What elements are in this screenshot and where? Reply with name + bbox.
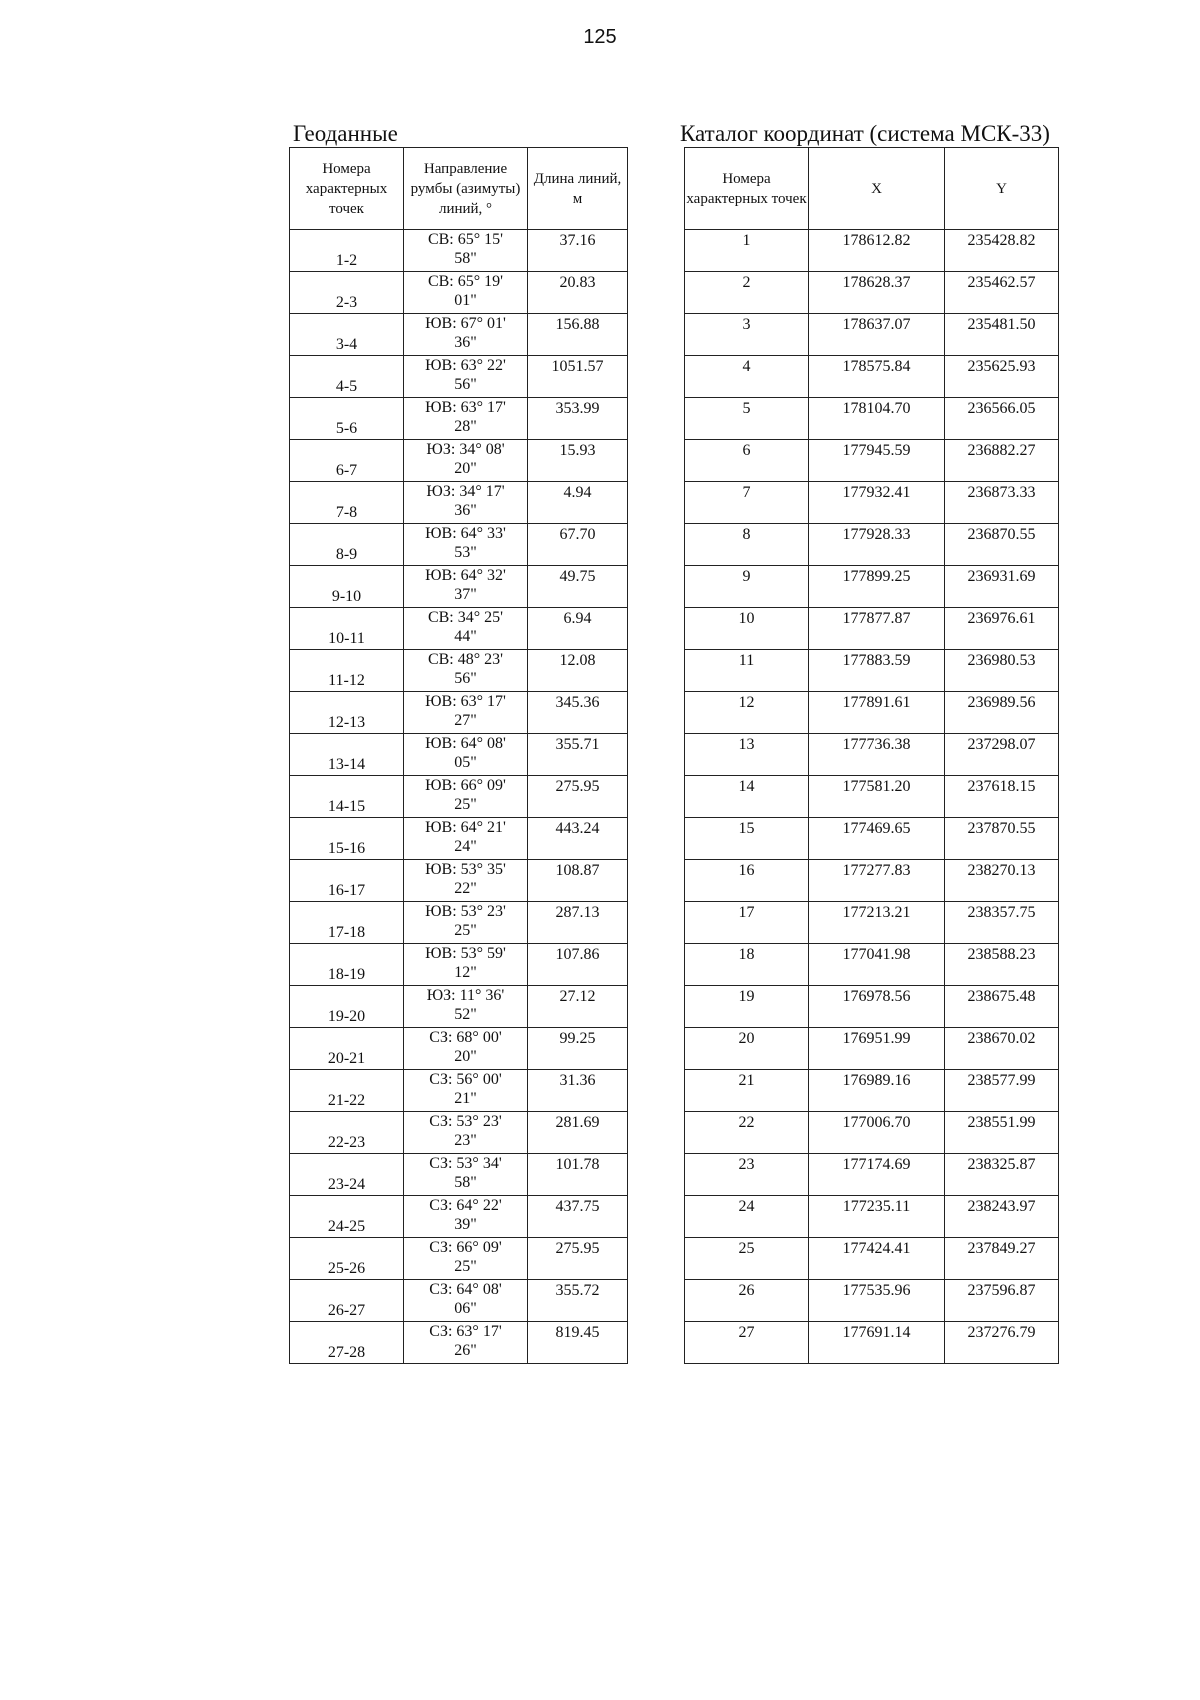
catalog-y-cell: 238357.75 bbox=[945, 902, 1059, 944]
direction-seconds: 20" bbox=[454, 460, 477, 477]
catalog-point-number-cell: 7 bbox=[685, 482, 809, 524]
catalog-x-cell: 177691.14 bbox=[809, 1322, 945, 1364]
geodata-header-length: Длина линий, м bbox=[528, 148, 628, 230]
table-row bbox=[685, 902, 1059, 944]
direction-bearing: ЮВ: 64° 33' bbox=[425, 525, 506, 542]
geodata-points-cell: 16-17 bbox=[290, 860, 404, 902]
catalog-y-cell: 235625.93 bbox=[945, 356, 1059, 398]
table-row bbox=[290, 986, 628, 1028]
geodata-direction-cell bbox=[404, 734, 528, 776]
table-row bbox=[685, 818, 1059, 860]
geodata-points-cell: 23-24 bbox=[290, 1154, 404, 1196]
direction-seconds: 20" bbox=[454, 1048, 477, 1065]
table-row bbox=[685, 1280, 1059, 1322]
page-number: 125 bbox=[583, 26, 617, 48]
geodata-direction-cell bbox=[404, 272, 528, 314]
geodata-header-direction: Направление румбы (азимуты) линий, ° bbox=[404, 148, 528, 230]
catalog-point-number-cell: 11 bbox=[685, 650, 809, 692]
geodata-length-cell: 67.70 bbox=[528, 524, 628, 566]
table-row bbox=[685, 482, 1059, 524]
catalog-x-cell: 177213.21 bbox=[809, 902, 945, 944]
geodata-direction-cell bbox=[404, 524, 528, 566]
catalog-y-cell: 237849.27 bbox=[945, 1238, 1059, 1280]
catalog-header-points: Номера характерных точек bbox=[685, 148, 809, 230]
geodata-length-cell: 20.83 bbox=[528, 272, 628, 314]
direction-seconds: 25" bbox=[454, 1258, 477, 1275]
direction-seconds: 36" bbox=[454, 502, 477, 519]
geodata-points-cell: 13-14 bbox=[290, 734, 404, 776]
geodata-direction-cell bbox=[404, 398, 528, 440]
catalog-y-cell: 235462.57 bbox=[945, 272, 1059, 314]
catalog-y-cell: 237618.15 bbox=[945, 776, 1059, 818]
geodata-points-cell: 5-6 bbox=[290, 398, 404, 440]
catalog-point-number-cell: 23 bbox=[685, 1154, 809, 1196]
geodata-length-cell: 99.25 bbox=[528, 1028, 628, 1070]
geodata-caption: Геоданные bbox=[293, 121, 398, 146]
table-row bbox=[290, 440, 628, 482]
table-row bbox=[685, 608, 1059, 650]
direction-bearing: ЮВ: 53° 23' bbox=[425, 903, 506, 920]
catalog-y-cell: 236931.69 bbox=[945, 566, 1059, 608]
catalog-point-number-cell: 13 bbox=[685, 734, 809, 776]
catalog-y-cell: 238270.13 bbox=[945, 860, 1059, 902]
direction-seconds: 28" bbox=[454, 418, 477, 435]
direction-seconds: 56" bbox=[454, 670, 477, 687]
catalog-x-cell: 177174.69 bbox=[809, 1154, 945, 1196]
geodata-direction-cell bbox=[404, 1028, 528, 1070]
catalog-x-cell: 178612.82 bbox=[809, 230, 945, 272]
direction-bearing: СВ: 48° 23' bbox=[427, 651, 504, 668]
catalog-point-number-cell: 4 bbox=[685, 356, 809, 398]
table-row bbox=[290, 608, 628, 650]
table-row bbox=[290, 1196, 628, 1238]
geodata-length-cell: 281.69 bbox=[528, 1112, 628, 1154]
catalog-point-number-cell: 1 bbox=[685, 230, 809, 272]
direction-bearing: ЮВ: 66° 09' bbox=[425, 777, 506, 794]
table-row bbox=[685, 1196, 1059, 1238]
table-row bbox=[290, 356, 628, 398]
direction-bearing: ЮВ: 67° 01' bbox=[425, 315, 506, 332]
geodata-direction-cell bbox=[404, 1280, 528, 1322]
table-row bbox=[685, 734, 1059, 776]
geodata-points-cell: 27-28 bbox=[290, 1322, 404, 1364]
direction-seconds: 22" bbox=[454, 880, 477, 897]
table-row bbox=[685, 776, 1059, 818]
geodata-direction-cell bbox=[404, 608, 528, 650]
catalog-point-number-cell: 2 bbox=[685, 272, 809, 314]
direction-seconds: 36" bbox=[454, 334, 477, 351]
table-row bbox=[685, 1070, 1059, 1112]
catalog-x-cell: 177041.98 bbox=[809, 944, 945, 986]
geodata-length-cell: 27.12 bbox=[528, 986, 628, 1028]
catalog-x-cell: 177006.70 bbox=[809, 1112, 945, 1154]
catalog-y-cell: 238588.23 bbox=[945, 944, 1059, 986]
geodata-direction-cell bbox=[404, 566, 528, 608]
table-row bbox=[290, 314, 628, 356]
geodata-length-cell: 4.94 bbox=[528, 482, 628, 524]
table-row bbox=[290, 776, 628, 818]
direction-bearing: ЮВ: 53° 59' bbox=[425, 945, 506, 962]
catalog-point-number-cell: 17 bbox=[685, 902, 809, 944]
direction-seconds: 56" bbox=[454, 376, 477, 393]
geodata-direction-cell bbox=[404, 902, 528, 944]
geodata-length-cell: 437.75 bbox=[528, 1196, 628, 1238]
catalog-y-cell: 238675.48 bbox=[945, 986, 1059, 1028]
direction-bearing: СЗ: 66° 09' bbox=[429, 1239, 502, 1256]
catalog-x-cell: 177877.87 bbox=[809, 608, 945, 650]
geodata-points-cell: 11-12 bbox=[290, 650, 404, 692]
geodata-length-cell: 107.86 bbox=[528, 944, 628, 986]
table-row bbox=[685, 860, 1059, 902]
table-row bbox=[290, 482, 628, 524]
geodata-direction-cell bbox=[404, 776, 528, 818]
catalog-point-number-cell: 14 bbox=[685, 776, 809, 818]
table-row bbox=[290, 650, 628, 692]
catalog-point-number-cell: 19 bbox=[685, 986, 809, 1028]
geodata-length-cell: 355.72 bbox=[528, 1280, 628, 1322]
geodata-points-cell: 24-25 bbox=[290, 1196, 404, 1238]
geodata-points-cell: 19-20 bbox=[290, 986, 404, 1028]
geodata-points-cell: 3-4 bbox=[290, 314, 404, 356]
catalog-y-cell: 236882.27 bbox=[945, 440, 1059, 482]
table-row bbox=[685, 356, 1059, 398]
geodata-direction-cell bbox=[404, 944, 528, 986]
table-row bbox=[290, 734, 628, 776]
table-row bbox=[685, 944, 1059, 986]
table-row bbox=[685, 524, 1059, 566]
direction-bearing: ЮЗ: 34° 08' bbox=[426, 441, 505, 458]
geodata-points-cell: 26-27 bbox=[290, 1280, 404, 1322]
catalog-point-number-cell: 16 bbox=[685, 860, 809, 902]
geodata-points-cell: 14-15 bbox=[290, 776, 404, 818]
table-row bbox=[685, 230, 1059, 272]
catalog-x-cell: 177932.41 bbox=[809, 482, 945, 524]
table-row bbox=[290, 398, 628, 440]
catalog-x-cell: 177883.59 bbox=[809, 650, 945, 692]
table-row bbox=[290, 230, 628, 272]
geodata-header-points: Номера характерных точек bbox=[290, 148, 404, 230]
catalog-y-cell: 235481.50 bbox=[945, 314, 1059, 356]
table-row bbox=[685, 1238, 1059, 1280]
catalog-point-number-cell: 21 bbox=[685, 1070, 809, 1112]
table-row bbox=[290, 272, 628, 314]
table-row bbox=[290, 1070, 628, 1112]
geodata-length-cell: 1051.57 bbox=[528, 356, 628, 398]
catalog-y-cell: 236980.53 bbox=[945, 650, 1059, 692]
table-row bbox=[290, 860, 628, 902]
geodata-length-cell: 101.78 bbox=[528, 1154, 628, 1196]
geodata-points-cell: 4-5 bbox=[290, 356, 404, 398]
geodata-table-body bbox=[290, 230, 628, 1364]
catalog-point-number-cell: 25 bbox=[685, 1238, 809, 1280]
table-row bbox=[290, 1112, 628, 1154]
direction-bearing: ЮВ: 64° 21' bbox=[425, 819, 506, 836]
catalog-y-cell: 235428.82 bbox=[945, 230, 1059, 272]
catalog-point-number-cell: 22 bbox=[685, 1112, 809, 1154]
catalog-table bbox=[684, 147, 1059, 1364]
table-row bbox=[290, 1028, 628, 1070]
geodata-direction-cell bbox=[404, 692, 528, 734]
catalog-point-number-cell: 5 bbox=[685, 398, 809, 440]
catalog-y-cell: 238670.02 bbox=[945, 1028, 1059, 1070]
geodata-points-cell: 10-11 bbox=[290, 608, 404, 650]
geodata-points-cell: 12-13 bbox=[290, 692, 404, 734]
geodata-direction-cell bbox=[404, 314, 528, 356]
catalog-y-cell: 237276.79 bbox=[945, 1322, 1059, 1364]
direction-seconds: 58" bbox=[454, 1174, 477, 1191]
table-row bbox=[685, 566, 1059, 608]
catalog-point-number-cell: 6 bbox=[685, 440, 809, 482]
geodata-direction-cell bbox=[404, 1238, 528, 1280]
table-row bbox=[685, 986, 1059, 1028]
direction-seconds: 52" bbox=[454, 1006, 477, 1023]
table-row bbox=[685, 1154, 1059, 1196]
geodata-points-cell: 2-3 bbox=[290, 272, 404, 314]
geodata-points-cell: 17-18 bbox=[290, 902, 404, 944]
geodata-length-cell: 355.71 bbox=[528, 734, 628, 776]
direction-bearing: ЮВ: 63° 17' bbox=[425, 693, 506, 710]
geodata-length-cell: 108.87 bbox=[528, 860, 628, 902]
direction-seconds: 23" bbox=[454, 1132, 477, 1149]
catalog-y-cell: 236870.55 bbox=[945, 524, 1059, 566]
catalog-x-cell: 177581.20 bbox=[809, 776, 945, 818]
direction-seconds: 39" bbox=[454, 1216, 477, 1233]
table-row bbox=[290, 1154, 628, 1196]
geodata-length-cell: 37.16 bbox=[528, 230, 628, 272]
catalog-y-cell: 238243.97 bbox=[945, 1196, 1059, 1238]
catalog-point-number-cell: 18 bbox=[685, 944, 809, 986]
geodata-direction-cell bbox=[404, 230, 528, 272]
table-row bbox=[685, 1112, 1059, 1154]
geodata-length-cell: 353.99 bbox=[528, 398, 628, 440]
direction-bearing: ЮВ: 64° 32' bbox=[425, 567, 506, 584]
catalog-y-cell: 236976.61 bbox=[945, 608, 1059, 650]
direction-bearing: ЮВ: 53° 35' bbox=[425, 861, 506, 878]
catalog-x-cell: 177736.38 bbox=[809, 734, 945, 776]
table-row bbox=[685, 1028, 1059, 1070]
catalog-y-cell: 238551.99 bbox=[945, 1112, 1059, 1154]
geodata-points-cell: 20-21 bbox=[290, 1028, 404, 1070]
direction-seconds: 58" bbox=[454, 250, 477, 267]
direction-bearing: СВ: 65° 19' bbox=[427, 273, 504, 290]
catalog-point-number-cell: 8 bbox=[685, 524, 809, 566]
geodata-length-cell: 49.75 bbox=[528, 566, 628, 608]
direction-bearing: СЗ: 63° 17' bbox=[429, 1323, 502, 1340]
catalog-x-cell: 178575.84 bbox=[809, 356, 945, 398]
direction-seconds: 44" bbox=[454, 628, 477, 645]
table-row bbox=[685, 1322, 1059, 1364]
direction-bearing: СЗ: 53° 34' bbox=[429, 1155, 502, 1172]
catalog-caption: Каталог координат (система МСК-33) bbox=[680, 121, 1050, 146]
geodata-length-cell: 275.95 bbox=[528, 1238, 628, 1280]
geodata-length-cell: 156.88 bbox=[528, 314, 628, 356]
catalog-x-cell: 177899.25 bbox=[809, 566, 945, 608]
direction-bearing: СЗ: 56° 00' bbox=[429, 1071, 502, 1088]
table-row bbox=[290, 1238, 628, 1280]
geodata-direction-cell bbox=[404, 482, 528, 524]
geodata-direction-cell bbox=[404, 818, 528, 860]
catalog-x-cell: 177945.59 bbox=[809, 440, 945, 482]
geodata-direction-cell bbox=[404, 1154, 528, 1196]
catalog-point-number-cell: 12 bbox=[685, 692, 809, 734]
geodata-points-cell: 18-19 bbox=[290, 944, 404, 986]
geodata-header-row bbox=[290, 148, 628, 230]
geodata-direction-cell bbox=[404, 356, 528, 398]
geodata-length-cell: 443.24 bbox=[528, 818, 628, 860]
geodata-direction-cell bbox=[404, 650, 528, 692]
geodata-direction-cell bbox=[404, 986, 528, 1028]
geodata-direction-cell bbox=[404, 860, 528, 902]
geodata-points-cell: 7-8 bbox=[290, 482, 404, 524]
geodata-direction-cell bbox=[404, 1070, 528, 1112]
direction-bearing: ЮЗ: 34° 17' bbox=[426, 483, 505, 500]
direction-bearing: СЗ: 68° 00' bbox=[429, 1029, 502, 1046]
catalog-y-cell: 236989.56 bbox=[945, 692, 1059, 734]
catalog-point-number-cell: 26 bbox=[685, 1280, 809, 1322]
direction-bearing: ЮВ: 63° 17' bbox=[425, 399, 506, 416]
direction-bearing: СЗ: 64° 08' bbox=[429, 1281, 502, 1298]
catalog-y-cell: 237298.07 bbox=[945, 734, 1059, 776]
direction-seconds: 53" bbox=[454, 544, 477, 561]
geodata-length-cell: 275.95 bbox=[528, 776, 628, 818]
geodata-points-cell: 25-26 bbox=[290, 1238, 404, 1280]
direction-seconds: 24" bbox=[454, 838, 477, 855]
catalog-y-cell: 238577.99 bbox=[945, 1070, 1059, 1112]
geodata-points-cell: 15-16 bbox=[290, 818, 404, 860]
table-row bbox=[685, 272, 1059, 314]
direction-bearing: СЗ: 64° 22' bbox=[429, 1197, 502, 1214]
table-row bbox=[290, 944, 628, 986]
geodata-direction-cell bbox=[404, 1196, 528, 1238]
direction-seconds: 01" bbox=[454, 292, 477, 309]
table-row bbox=[685, 440, 1059, 482]
catalog-x-cell: 178628.37 bbox=[809, 272, 945, 314]
catalog-x-cell: 176989.16 bbox=[809, 1070, 945, 1112]
catalog-header-y: Y bbox=[945, 148, 1059, 230]
direction-bearing: ЮВ: 63° 22' bbox=[425, 357, 506, 374]
direction-seconds: 05" bbox=[454, 754, 477, 771]
catalog-point-number-cell: 27 bbox=[685, 1322, 809, 1364]
catalog-x-cell: 178637.07 bbox=[809, 314, 945, 356]
geodata-direction-cell bbox=[404, 1112, 528, 1154]
table-row bbox=[290, 818, 628, 860]
catalog-x-cell: 177235.11 bbox=[809, 1196, 945, 1238]
geodata-length-cell: 819.45 bbox=[528, 1322, 628, 1364]
direction-bearing: СВ: 65° 15' bbox=[427, 231, 504, 248]
geodata-direction-cell bbox=[404, 440, 528, 482]
catalog-x-cell: 177424.41 bbox=[809, 1238, 945, 1280]
geodata-points-cell: 1-2 bbox=[290, 230, 404, 272]
table-row bbox=[290, 1322, 628, 1364]
table-row bbox=[290, 566, 628, 608]
catalog-y-cell: 236566.05 bbox=[945, 398, 1059, 440]
catalog-point-number-cell: 3 bbox=[685, 314, 809, 356]
table-row bbox=[290, 692, 628, 734]
catalog-point-number-cell: 9 bbox=[685, 566, 809, 608]
geodata-points-cell: 6-7 bbox=[290, 440, 404, 482]
direction-seconds: 25" bbox=[454, 922, 477, 939]
catalog-y-cell: 236873.33 bbox=[945, 482, 1059, 524]
geodata-points-cell: 22-23 bbox=[290, 1112, 404, 1154]
table-row bbox=[685, 398, 1059, 440]
catalog-point-number-cell: 20 bbox=[685, 1028, 809, 1070]
geodata-points-cell: 8-9 bbox=[290, 524, 404, 566]
catalog-x-cell: 178104.70 bbox=[809, 398, 945, 440]
geodata-length-cell: 31.36 bbox=[528, 1070, 628, 1112]
table-row bbox=[685, 314, 1059, 356]
table-row bbox=[290, 524, 628, 566]
direction-seconds: 25" bbox=[454, 796, 477, 813]
geodata-points-cell: 21-22 bbox=[290, 1070, 404, 1112]
catalog-y-cell: 237870.55 bbox=[945, 818, 1059, 860]
catalog-x-cell: 177277.83 bbox=[809, 860, 945, 902]
table-row bbox=[685, 650, 1059, 692]
catalog-x-cell: 176951.99 bbox=[809, 1028, 945, 1070]
geodata-length-cell: 345.36 bbox=[528, 692, 628, 734]
direction-seconds: 26" bbox=[454, 1342, 477, 1359]
catalog-x-cell: 177891.61 bbox=[809, 692, 945, 734]
direction-bearing: ЮВ: 64° 08' bbox=[425, 735, 506, 752]
catalog-x-cell: 176978.56 bbox=[809, 986, 945, 1028]
direction-bearing: СЗ: 53° 23' bbox=[429, 1113, 502, 1130]
table-row bbox=[685, 692, 1059, 734]
catalog-x-cell: 177928.33 bbox=[809, 524, 945, 566]
catalog-table-body bbox=[685, 230, 1059, 1364]
geodata-direction-cell bbox=[404, 1322, 528, 1364]
direction-seconds: 12" bbox=[454, 964, 477, 981]
catalog-header-x: X bbox=[809, 148, 945, 230]
table-row bbox=[290, 902, 628, 944]
geodata-length-cell: 15.93 bbox=[528, 440, 628, 482]
catalog-point-number-cell: 10 bbox=[685, 608, 809, 650]
catalog-point-number-cell: 24 bbox=[685, 1196, 809, 1238]
direction-seconds: 06" bbox=[454, 1300, 477, 1317]
direction-bearing: ЮЗ: 11° 36' bbox=[426, 987, 505, 1004]
geodata-length-cell: 12.08 bbox=[528, 650, 628, 692]
catalog-x-cell: 177469.65 bbox=[809, 818, 945, 860]
catalog-header-row bbox=[685, 148, 1059, 230]
direction-seconds: 37" bbox=[454, 586, 477, 603]
direction-seconds: 21" bbox=[454, 1090, 477, 1107]
geodata-length-cell: 287.13 bbox=[528, 902, 628, 944]
geodata-points-cell: 9-10 bbox=[290, 566, 404, 608]
geodata-length-cell: 6.94 bbox=[528, 608, 628, 650]
catalog-point-number-cell: 15 bbox=[685, 818, 809, 860]
geodata-table bbox=[289, 147, 628, 1364]
direction-seconds: 27" bbox=[454, 712, 477, 729]
catalog-y-cell: 238325.87 bbox=[945, 1154, 1059, 1196]
table-row bbox=[290, 1280, 628, 1322]
catalog-x-cell: 177535.96 bbox=[809, 1280, 945, 1322]
catalog-y-cell: 237596.87 bbox=[945, 1280, 1059, 1322]
direction-bearing: СВ: 34° 25' bbox=[427, 609, 504, 626]
